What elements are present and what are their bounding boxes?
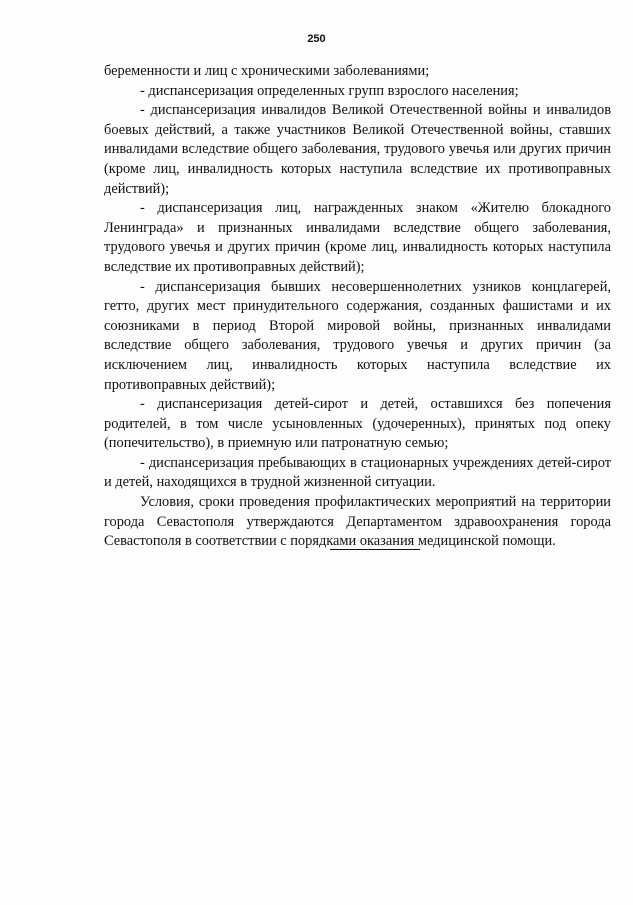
- document-body: [104, 62, 611, 552]
- list-item-orphans-screening: - диспансеризация детей-сирот и детей, оставшихся без попечения родителей, в том числе усыновленных (удочеренных), принятых под опеку (попечительство), в приемную или патронатную семью;: [104, 396, 611, 452]
- paragraph-continuation: беременности и лиц с хроническими заболеваниями;: [104, 63, 430, 79]
- end-divider: [330, 549, 420, 550]
- list-item-adult-screening: - диспансеризация определенных групп взрослого населения;: [140, 82, 519, 99]
- list-item-leningrad-blockade-screening: - диспансеризация лиц, награжденных знаком «Жителю блокадного Ленинграда» и признанных инвалидами вследствие общего заболевания, трудового увечья и других причин (кроме лиц, инвалидность которых наступила вследствие их противоправных действий);: [104, 200, 611, 275]
- paragraph-conditions: Условия, сроки проведения профилактических мероприятий на территории города Севастополя утверждаются Департаментом здравоохранения города Севастополя в соответствии с порядками оказания медицинской помощи.: [104, 494, 611, 550]
- page-number: 250: [307, 33, 326, 45]
- list-item-institution-orphans-screening: - диспансеризация пребывающих в стационарных учреждениях детей-сирот и детей, находящихся в трудной жизненной ситуации.: [104, 454, 611, 491]
- list-item-former-prisoners-screening: - диспансеризация бывших несовершеннолетних узников концлагерей, гетто, других мест принудительного содержания, созданных фашистами и их союзниками в период Второй мировой войны, признанных инвалидами вследствие общего заболевания, трудового увечья и других причин (за исключением лиц, инвалидность которых наступила вследствие их противоправных действий);: [104, 278, 611, 393]
- list-item-war-invalids-screening: - диспансеризация инвалидов Великой Отечественной войны и инвалидов боевых действий, а также участников Великой Отечественной войны, ставших инвалидами вследствие общего заболевания, трудового увечья или других причин (кроме лиц, инвалидность которых наступила вследствие их противоправных действий);: [104, 102, 611, 197]
